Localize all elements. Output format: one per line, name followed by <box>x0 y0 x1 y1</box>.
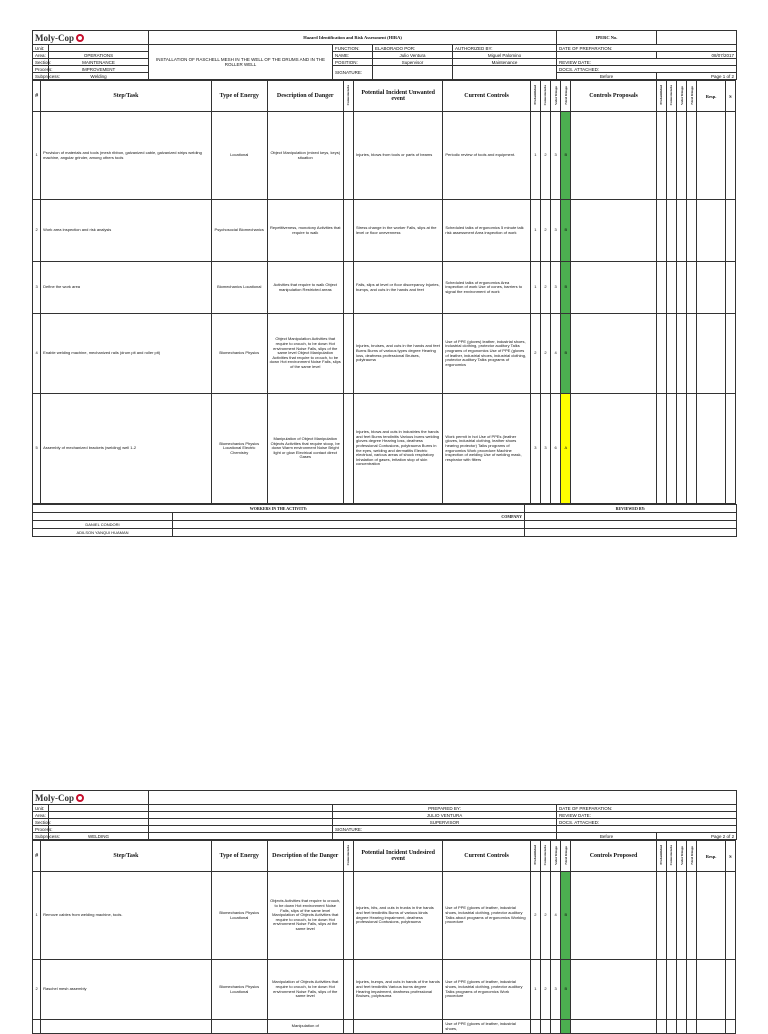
col-resp: Resp. <box>697 81 725 112</box>
signature-label-2: SIGNATURE: <box>333 826 557 833</box>
review-date-label-2: REVIEW DATE: <box>557 812 737 819</box>
row-step: Provision of materials and tools (mesh ribbon, galvanized cable, galvanized strips welding machine, angular grinder, among others tools <box>41 112 212 200</box>
row-sev: 2 <box>540 314 550 394</box>
row-3-desc: Manipulation of <box>267 1020 343 1034</box>
row-step: Enable welding machine, mechanized rails (drum pit and roller pit) <box>41 314 212 394</box>
docs-label-2: DOCS. ATTACHED: <box>557 819 737 826</box>
logo: Moly-Cop <box>33 31 149 45</box>
row-type: Psychosocial Biomechanics <box>211 200 267 262</box>
row-level: B <box>561 262 571 314</box>
table-row <box>33 112 736 200</box>
row-incident: Injuries, hits, and cuts in trunks in the hands and feet tendinitis Burns of various kinds degree Hearing impairment, deafness professional Contusions, polytrauma <box>353 872 442 960</box>
before-label-2: Before <box>557 833 657 840</box>
col-desc: Description of Danger <box>267 81 343 112</box>
row-level: B <box>561 872 571 960</box>
col-sev-2: Consecuencia <box>543 844 548 866</box>
process-value: IMPROVEMENT <box>49 66 149 73</box>
subprocess-label: Subprocess: <box>33 73 49 80</box>
col-consec-2: Consecuencia <box>346 844 351 866</box>
row-number: 1 <box>33 872 41 960</box>
row-incident: Injuries, bumps, and cuts in hands of the hands and feet tendinitis Various burns degree Hearing impairment, deafness professional Bruises, polytrauma <box>353 960 442 1020</box>
subprocess-value-2: WELDING <box>49 833 149 840</box>
table-row <box>33 394 736 504</box>
row-sev: 2 <box>540 262 550 314</box>
hira-page-1 <box>32 30 736 537</box>
row-incident: Injuries, blows from tools or parts of beams <box>353 112 442 200</box>
row-desc: Object Manipulation (mixed keys, keys) situation <box>267 112 343 200</box>
row-step: Remove cables from welding machine, tools. <box>41 872 212 960</box>
col-controls: Current Controls <box>443 81 530 112</box>
footer-table <box>32 504 737 537</box>
row-controls: Use of PPE (gloves) leather, industrial shoes, industrial clothing, protector auditory Talks programs of ergonomics Use of PPE (gloves of leather, industrial shoes, industrial clothing, protector auditory Talks programs of ergonomics <box>443 314 530 394</box>
process-label-2: Process: <box>33 826 49 833</box>
row-sev: 2 <box>540 960 550 1020</box>
reviewed-title: REVIEWED BY: <box>525 505 737 513</box>
area-label: Area: <box>33 52 49 59</box>
row-prob: 1 <box>530 960 540 1020</box>
worker-1: DANIEL CONDORI <box>33 521 173 529</box>
col-val-after-2: Valor Riesgo <box>679 845 684 865</box>
table-row <box>33 872 736 960</box>
row-incident: Falls, slips at level or floor discrepancy Injuries, bumps, and cuts in the hands and feet <box>353 262 442 314</box>
col-step-2: Step/Task <box>41 841 212 872</box>
section-label-2: Section: <box>33 819 49 826</box>
row-step: Assembly of mechanized brackets (welding) well 1-2 <box>41 394 212 504</box>
authorized-label: AUTHORIZED BY: <box>453 45 557 52</box>
col-incident: Potential Incident Unwanted event <box>353 81 442 112</box>
row-sev: 2 <box>540 872 550 960</box>
col-consec: Consecuencia <box>346 84 351 106</box>
col-num-2: # <box>33 841 41 872</box>
row-prob: 1 <box>530 262 540 314</box>
prepared-label: PREPARED BY: <box>333 805 557 812</box>
row-type: Biomechanics Physics <box>211 314 267 394</box>
col-prob-2: Probabilidad <box>533 845 538 865</box>
date-prep-label-2: DATE OF PREPARATION: <box>557 805 737 812</box>
row-val: 4 <box>551 872 561 960</box>
row-type: Locational <box>211 112 267 200</box>
col-prob-after: Probabilidad <box>659 85 664 105</box>
row-type: Biomechanics Locational <box>211 262 267 314</box>
row-prob: 2 <box>530 872 540 960</box>
prepared-name: JULIO VENTURA <box>333 812 557 819</box>
row-step: Raschel mesh assembly <box>41 960 212 1020</box>
row-prob: 3 <box>530 394 540 504</box>
row-step: Define the work area <box>41 262 212 314</box>
workers-title: WORKERS IN THE ACTIVITY: <box>33 505 525 513</box>
col-controls-2: Current Controls <box>443 841 530 872</box>
logo-2: Moly-Cop <box>33 791 149 805</box>
col-step: Step/Task <box>41 81 212 112</box>
row-type: Biomechanics Physics Locational <box>211 872 267 960</box>
row-number: 2 <box>33 960 41 1020</box>
hira-table <box>32 80 736 504</box>
hira-table-2 <box>32 840 736 1034</box>
col-level-after: Nivel Riesgo <box>689 85 694 105</box>
row-number: 3 <box>33 262 41 314</box>
row-controls: Use of PPE (gloves of leather, industrial shoes, industrial clothing, protector auditory Talks programs of ergonomics Work procedure <box>443 960 530 1020</box>
row-val: 3 <box>551 262 561 314</box>
date-prep-label: DATE OF PREPARATION: <box>557 45 737 52</box>
row-controls: Scheduled talks of ergonomics Area inspection of work Use of cones, barriers to signal the environment of work <box>443 262 530 314</box>
col-sev-after-2: Consecuencia <box>669 844 674 866</box>
row-val: 3 <box>551 200 561 262</box>
col-type-2: Type of Energy <box>211 841 267 872</box>
name-label: NAME: <box>333 52 373 59</box>
iperc-number: IPERC No. <box>557 31 657 45</box>
row-number: 1 <box>33 112 41 200</box>
col-prob-after-2: Probabilidad <box>659 845 664 865</box>
logo-ring-icon <box>76 34 84 42</box>
table-row <box>33 314 736 394</box>
table-row <box>33 200 736 262</box>
row-prob: 2 <box>530 314 540 394</box>
before-label: Before <box>557 73 657 80</box>
elaborated-label: ELABORADO POR: <box>373 45 453 52</box>
row-prob: 1 <box>530 200 540 262</box>
row-number: 5 <box>33 394 41 504</box>
section-value: MAINTENANCE <box>49 59 149 66</box>
row-sev: 2 <box>540 112 550 200</box>
page-number-2: Page 2 of 2 <box>657 833 737 840</box>
prepared-position: SUPERVISOR <box>333 819 557 826</box>
row-level: B <box>561 112 571 200</box>
row-sev: 2 <box>540 200 550 262</box>
row-number: 4 <box>33 314 41 394</box>
position-label: POSITION: <box>333 59 373 66</box>
col-sev-after: Consecuencia <box>669 84 674 106</box>
row-incident: Injuries, bruises, and cuts in the hands and feet Burns Burns of various types degree Hearing loss, deafness professional Bruises, polytrauma <box>353 314 442 394</box>
page-number: Page 1 of 2 <box>657 73 737 80</box>
col-incident-2: Potential Incident Undesired event <box>353 841 442 872</box>
col-val-2: Valor Riesgo <box>553 845 558 865</box>
row-controls: Periodic review of tools and equipment. <box>443 112 530 200</box>
col-level-after-2: Nivel Riesgo <box>689 845 694 865</box>
row-desc: Object Manipulation Activities that require to crouch, to be down Hot environment Noise Falls, slips of the same level Object Manipulation Activities that require to crouch, to be down Hot environment Noise Falls, slips of the same level <box>267 314 343 394</box>
function-label: FUNCTION: <box>333 45 373 52</box>
row-val: 6 <box>551 394 561 504</box>
col-resp-2: Resp. <box>697 841 725 872</box>
col-val: Valor Riesgo <box>553 85 558 105</box>
col-s-2: S <box>725 841 735 872</box>
row-val: 3 <box>551 960 561 1020</box>
table-row <box>33 960 736 1020</box>
area-value: OPERATIONS <box>49 52 149 59</box>
row-controls: Use of PPE (gloves of leather, industrial shoes, industrial clothing, protector auditory Talks about programs of ergonomics Working procedure <box>443 872 530 960</box>
company-title: COMPANY <box>173 513 525 521</box>
row-desc: Objects Activities that require to crouch, to be down Hot environment Noise Falls, slips of the same level Manipulation of Objects Activities that require to crouch, to be down Hot environment Noise Falls, slips at the same level <box>267 872 343 960</box>
activity-description: INSTALLATION OF RASCHELL MESH IN THE WELL OF THE DRUMS AND IN THE ROLLER WELL <box>149 45 333 80</box>
area-label-2: Area: <box>33 812 49 819</box>
row-type: Biomechanics Physics Locational Electric Chemistry <box>211 394 267 504</box>
row-level: B <box>561 960 571 1020</box>
row-number: 2 <box>33 200 41 262</box>
table-row <box>33 262 736 314</box>
authorized-position: Maintenance <box>453 59 557 66</box>
authorized-name: Miguel Palomino <box>453 52 557 59</box>
row-type: Biomechanics Physics Locational <box>211 960 267 1020</box>
col-type: Type of Energy <box>211 81 267 112</box>
header-table <box>32 30 737 80</box>
header-table-2 <box>32 790 737 840</box>
review-date-label: REVIEW DATE: <box>557 59 737 66</box>
elaborated-position: Supervisor <box>373 59 453 66</box>
row-desc: Activities that require to walk Object manipulation Restricted areas <box>267 262 343 314</box>
row-val: 3 <box>551 112 561 200</box>
row-desc: Manipulation of Objects Activities that require to crouch, to be down Hot environment Noise Falls, slips of the same level <box>267 960 343 1020</box>
document-title: Hazard Identification and Risk Assessment (HIRA) <box>149 31 557 45</box>
row-incident: Injuries, blows and cuts in industries the hands and feet Burns tendinitis Various burns welding gloves degree Hearing loss, deafness professional Contusions, polytrauma Burns in the eyes, welding and dermatitis Electric electrical, various areas of shock respiratory Inhalation of gases, irritation stop of skin concentration <box>353 394 442 504</box>
docs-label: DOCS. ATTACHED: <box>557 66 737 73</box>
row-controls: Work permit in hot Use of PPEs (leather gloves, industrial clothing, leather shoes hearing protector) Talks programs of ergonomics Work procedure Machine inspection of welding Use of welding mask, respirator with filters <box>443 394 530 504</box>
worker-2: ADILSON YANQUI HUAMAN <box>33 529 173 537</box>
col-prob: Probabilidad <box>533 85 538 105</box>
row-level: A <box>561 394 571 504</box>
row-prob: 1 <box>530 112 540 200</box>
col-proposals: Controls Proposals <box>571 81 656 112</box>
subprocess-value: Welding <box>49 73 149 80</box>
col-sev: Consecuencia <box>543 84 548 106</box>
row-3-controls: Use of PPE (gloves of leather, industrial shoes, <box>443 1020 530 1034</box>
hira-page-2 <box>32 790 736 1034</box>
row-sev: 3 <box>540 394 550 504</box>
process-label: Process: <box>33 66 49 73</box>
col-num: # <box>33 81 41 112</box>
col-proposals-2: Controls Proposed <box>571 841 656 872</box>
row-val: 4 <box>551 314 561 394</box>
col-desc-2: Description of the Danger <box>267 841 343 872</box>
subprocess-label-2: Subprocess: <box>33 833 49 840</box>
row-level: B <box>561 314 571 394</box>
logo-ring-icon <box>76 794 84 802</box>
unit-label: Unit: <box>33 45 49 52</box>
unit-label-2: Unit: <box>33 805 49 812</box>
elaborated-name: Julio Ventura <box>373 52 453 59</box>
date-prep-value: 08/07/2017 <box>657 52 737 59</box>
col-s: S <box>725 81 735 112</box>
row-controls: Scheduled talks of ergonomics 5 minute talk risk assessment Area inspection of work <box>443 200 530 262</box>
row-incident: Stress change in the worker Falls, slips at the level or floor unevenness <box>353 200 442 262</box>
row-desc: Repetitiveness, monotony Activities that require to walk <box>267 200 343 262</box>
row-level: B <box>561 200 571 262</box>
col-val-after: Valor Riesgo <box>679 85 684 105</box>
signature-label: SIGNATURE: <box>333 66 373 80</box>
row-step: Work area inspection and risk analysis <box>41 200 212 262</box>
section-label: Section: <box>33 59 49 66</box>
row-desc: Manipulation of Object Manipulation Objects Activities that require stoop, be down Warm environment Noise Bright light or glow Electrical contact direct Gases <box>267 394 343 504</box>
col-level-2: Nivel Riesgo <box>563 845 568 865</box>
col-level: Nivel Riesgo <box>563 85 568 105</box>
